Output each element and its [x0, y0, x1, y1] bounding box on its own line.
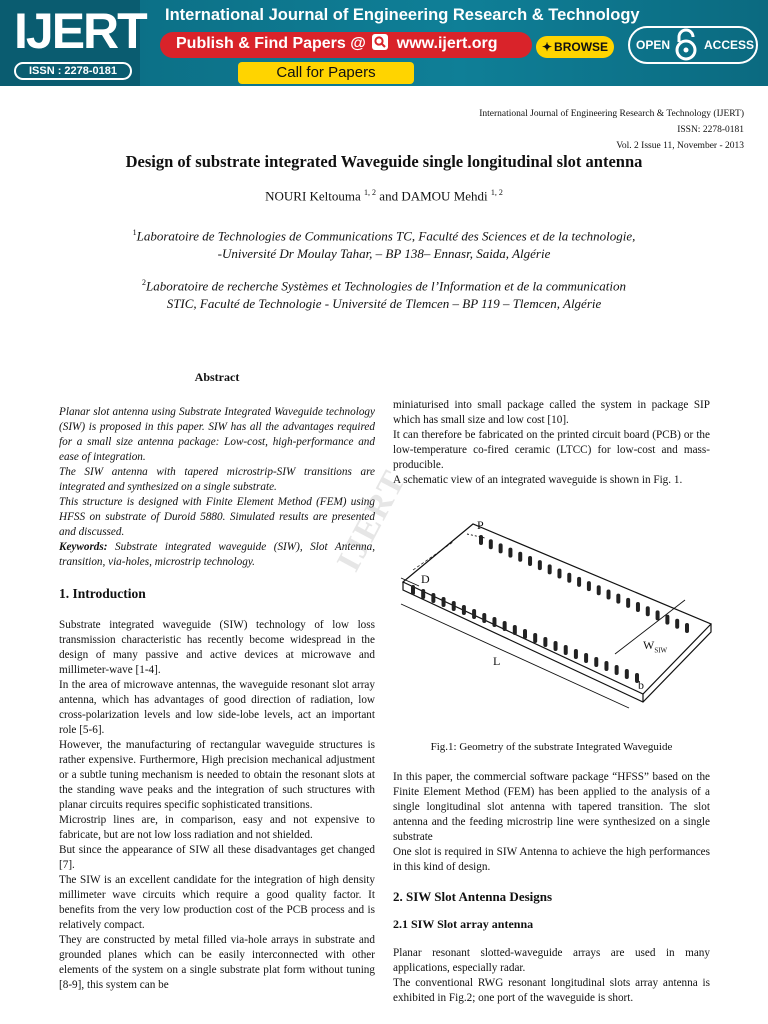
via-hole — [421, 589, 425, 599]
abstract-p2: The SIW antenna with tapered microstrip-SIW transitions are integrated and synthesized on a single substrate. — [59, 466, 375, 493]
via-hole — [489, 539, 493, 549]
author-line — [0, 188, 768, 204]
intro-p6: The SIW is an excellent candidate for the integration of high density millimeter wave circuits which require a good quality factor. It benefits from the very low production cost of the PCB process and is relatively compact. — [59, 874, 375, 931]
right-p7: The conventional RWG resonant longitudinal slots array antenna is exhibited in Fig.2; one port of the waveguide is short. — [393, 977, 710, 1004]
right-p1: miniaturised into small package called the system in package SIP which has small size and low cost [10]. — [393, 399, 710, 426]
affil-2-line-2: STIC, Faculté de Technologie - Université de Tlemcen – BP 119 – Tlemcen, Algérie — [166, 296, 602, 312]
via-hole — [431, 593, 435, 603]
via-hole — [685, 623, 689, 633]
section-2-1-heading: 2.1 SIW Slot array antenna — [393, 917, 534, 931]
right-p5: One slot is required in SIW Antenna to achieve the high performances in this kind of design. — [393, 846, 710, 873]
via-hole — [508, 548, 512, 558]
search-icon — [372, 34, 388, 50]
via-hole — [567, 573, 571, 583]
ijert-logo[interactable]: IJERT — [14, 3, 146, 59]
section-2-heading: 2. SIW Slot Antenna Designs — [393, 889, 553, 904]
affiliation-2 — [0, 274, 768, 313]
via-hole — [442, 597, 446, 607]
right-p4: In this paper, the commercial software package “HFSS” based on the Finite Element Method (FEM) has been applied to the analysis of a single longitudinal slot antenna with tapered transition. The slot antenna and the feeding microstrip line were synthesized on a single substrate — [393, 771, 710, 843]
via-row-front — [411, 585, 639, 683]
right-p6: Planar resonant slotted-waveguide arrays are used in many applications, especially radar. — [393, 947, 710, 974]
affil-2-line-1: Laboratoire de recherche Systèmes et Technologies de l’Information et de la communication — [145, 278, 627, 294]
via-hole — [462, 605, 466, 615]
via-hole — [615, 665, 619, 675]
author-1: NOURI Keltouma — [265, 188, 361, 204]
via-hole — [538, 560, 542, 570]
via-hole — [513, 625, 517, 635]
via-hole — [604, 661, 608, 671]
publish-text[interactable] — [176, 34, 498, 53]
via-hole — [564, 645, 568, 655]
intro-p2: In the area of microwave antennas, the waveguide resonant slot array antenna, which has advantages of good direction of radiation, low cross-polarization levels and low side-lobe levels, act an important role [5-6]. — [59, 679, 375, 736]
via-hole — [518, 552, 522, 562]
via-hole — [587, 581, 591, 591]
ijert-watermark: IJERT — [330, 463, 414, 578]
via-hole — [523, 629, 527, 639]
affil-1-line-2: -Université Dr Moulay Tahar, – BP 138– Ennasr, Saida, Algérie — [217, 246, 551, 262]
intro-heading: 1. Introduction — [59, 586, 146, 601]
via-hole — [646, 606, 650, 616]
siw-diagram — [393, 512, 713, 712]
via-hole — [675, 619, 679, 629]
via-hole — [472, 609, 476, 619]
right-column-top — [393, 398, 710, 488]
via-hole — [503, 621, 507, 631]
via-hole — [607, 589, 611, 599]
left-column — [59, 370, 375, 993]
via-hole — [597, 585, 601, 595]
label-w: $W_{SIW}$ — [643, 638, 668, 655]
author-1-affil: 1, 2 — [364, 188, 377, 197]
publish-label: Publish & Find Papers @ — [176, 35, 366, 52]
label-l: L — [493, 654, 501, 668]
author-2: DAMOU Mehdi — [401, 188, 488, 204]
figure-caption: Fig.1: Geometry of the substrate Integrated Waveguide — [430, 741, 673, 753]
paper-title: Design of substrate integrated Waveguide single longitudinal slot antenna — [125, 152, 643, 171]
journal-name: International Journal of Engineering Research & Technology (IJERT) — [479, 109, 744, 119]
label-p: P — [477, 518, 484, 532]
browse-icon: ✦ — [541, 40, 553, 54]
right-p3: A schematic view of an integrated waveguide is shown in Fig. 1. — [393, 474, 683, 486]
journal-banner[interactable] — [0, 0, 768, 86]
affiliation-1 — [0, 224, 768, 263]
via-hole — [499, 543, 503, 553]
via-hole — [594, 657, 598, 667]
via-hole — [625, 669, 629, 679]
abstract-p1: Planar slot antenna using Substrate Integrated Waveguide technology (SIW) is proposed in this paper. SIW has all the advantages required for a small size antenna package: Low-cost, high-performance and ease of integration. — [59, 406, 375, 463]
via-hole — [584, 653, 588, 663]
keywords-label: Keywords: — [59, 541, 108, 553]
abstract-heading: Abstract — [194, 370, 240, 384]
affil-1-line-1: Laboratoire de Technologies de Communications TC, Faculté des Sciences et de la technologie, — [136, 228, 636, 244]
via-hole — [411, 585, 415, 595]
journal-info — [479, 106, 744, 154]
browse-label: BROWSE — [554, 40, 609, 54]
access-label: ACCESS — [704, 38, 755, 52]
call-for-papers-button[interactable]: Call for Papers — [238, 62, 414, 84]
author-2-affil: 1, 2 — [490, 188, 503, 197]
banner-title: International Journal of Engineering Research & Technology — [165, 6, 640, 24]
via-hole — [543, 637, 547, 647]
intro-p5: But since the appearance of SIW all these disadvantages get changed [7]. — [59, 844, 375, 871]
intro-p3: However, the manufacturing of rectangular waveguide structures is rather expensive. Furthermore, High precision mechanical adjustment or a subtle tuning mechanism is needed to obtain the resonant slots at the standing wave peaks and the integration of such structures with planar circuits requires specific sophisticated transitions. — [59, 739, 375, 811]
keywords — [59, 540, 375, 570]
keywords-text: Substrate integrated waveguide (SIW), Slot Antenna, transition, via-holes, microstrip technology. — [59, 541, 375, 568]
label-b: b — [638, 678, 644, 692]
via-hole — [548, 564, 552, 574]
via-hole — [626, 598, 630, 608]
via-hole — [533, 633, 537, 643]
right-column-bottom — [393, 770, 710, 1006]
via-hole — [656, 610, 660, 620]
site-url-link[interactable]: www.ijert.org — [396, 35, 498, 52]
intro-p1: Substrate integrated waveguide (SIW) technology of low loss transmission characteristic has recently become widespread in the design of many passive and active devices at microwave and millimeter-wave [1-4]. — [59, 619, 375, 676]
open-access-lock-icon — [672, 28, 700, 62]
issn-badge: ISSN : 2278-0181 — [14, 62, 132, 80]
affil-1-mark: 1 — [132, 228, 137, 237]
via-hole — [636, 602, 640, 612]
journal-issn: ISSN: 2278-0181 — [677, 125, 744, 135]
journal-volume: Vol. 2 Issue 11, November - 2013 — [616, 141, 744, 151]
browse-button[interactable] — [536, 36, 614, 58]
open-label: OPEN — [636, 38, 671, 52]
via-row-back — [479, 535, 689, 633]
author-separator: and — [379, 188, 399, 204]
via-hole — [577, 577, 581, 587]
siw-geometry-figure — [393, 512, 713, 712]
via-hole — [554, 641, 558, 651]
via-hole — [665, 615, 669, 625]
via-hole — [616, 594, 620, 604]
intro-p4: Microstrip lines are, in comparison, easy and not expensive to fabricate, but are not low loss radiation and not shielded. — [59, 814, 375, 841]
length-dim-line — [401, 604, 629, 708]
right-p2: It can therefore be fabricated on the printed circuit board (PCB) or the low-temperature co-fired ceramic (LTCC) for low-cost and mass-producible. — [393, 429, 710, 471]
via-hole — [528, 556, 532, 566]
abstract-p3: This structure is designed with Finite Element Method (FEM) using HFSS on substrate of Duroid 5880. Simulated results are presented and discussed. — [59, 496, 375, 538]
via-hole — [452, 601, 456, 611]
via-hole — [492, 617, 496, 627]
intro-p7: They are constructed by metal filled via-hole arrays in substrate and grounded planes which can be easily interconnected with other elements of the system on a single substrate plat form without tuning [8-9], this system can be — [59, 934, 375, 991]
affil-2-mark: 2 — [141, 278, 146, 287]
via-hole — [482, 613, 486, 623]
via-hole — [574, 649, 578, 659]
via-hole — [557, 569, 561, 579]
label-d: D — [421, 572, 430, 586]
